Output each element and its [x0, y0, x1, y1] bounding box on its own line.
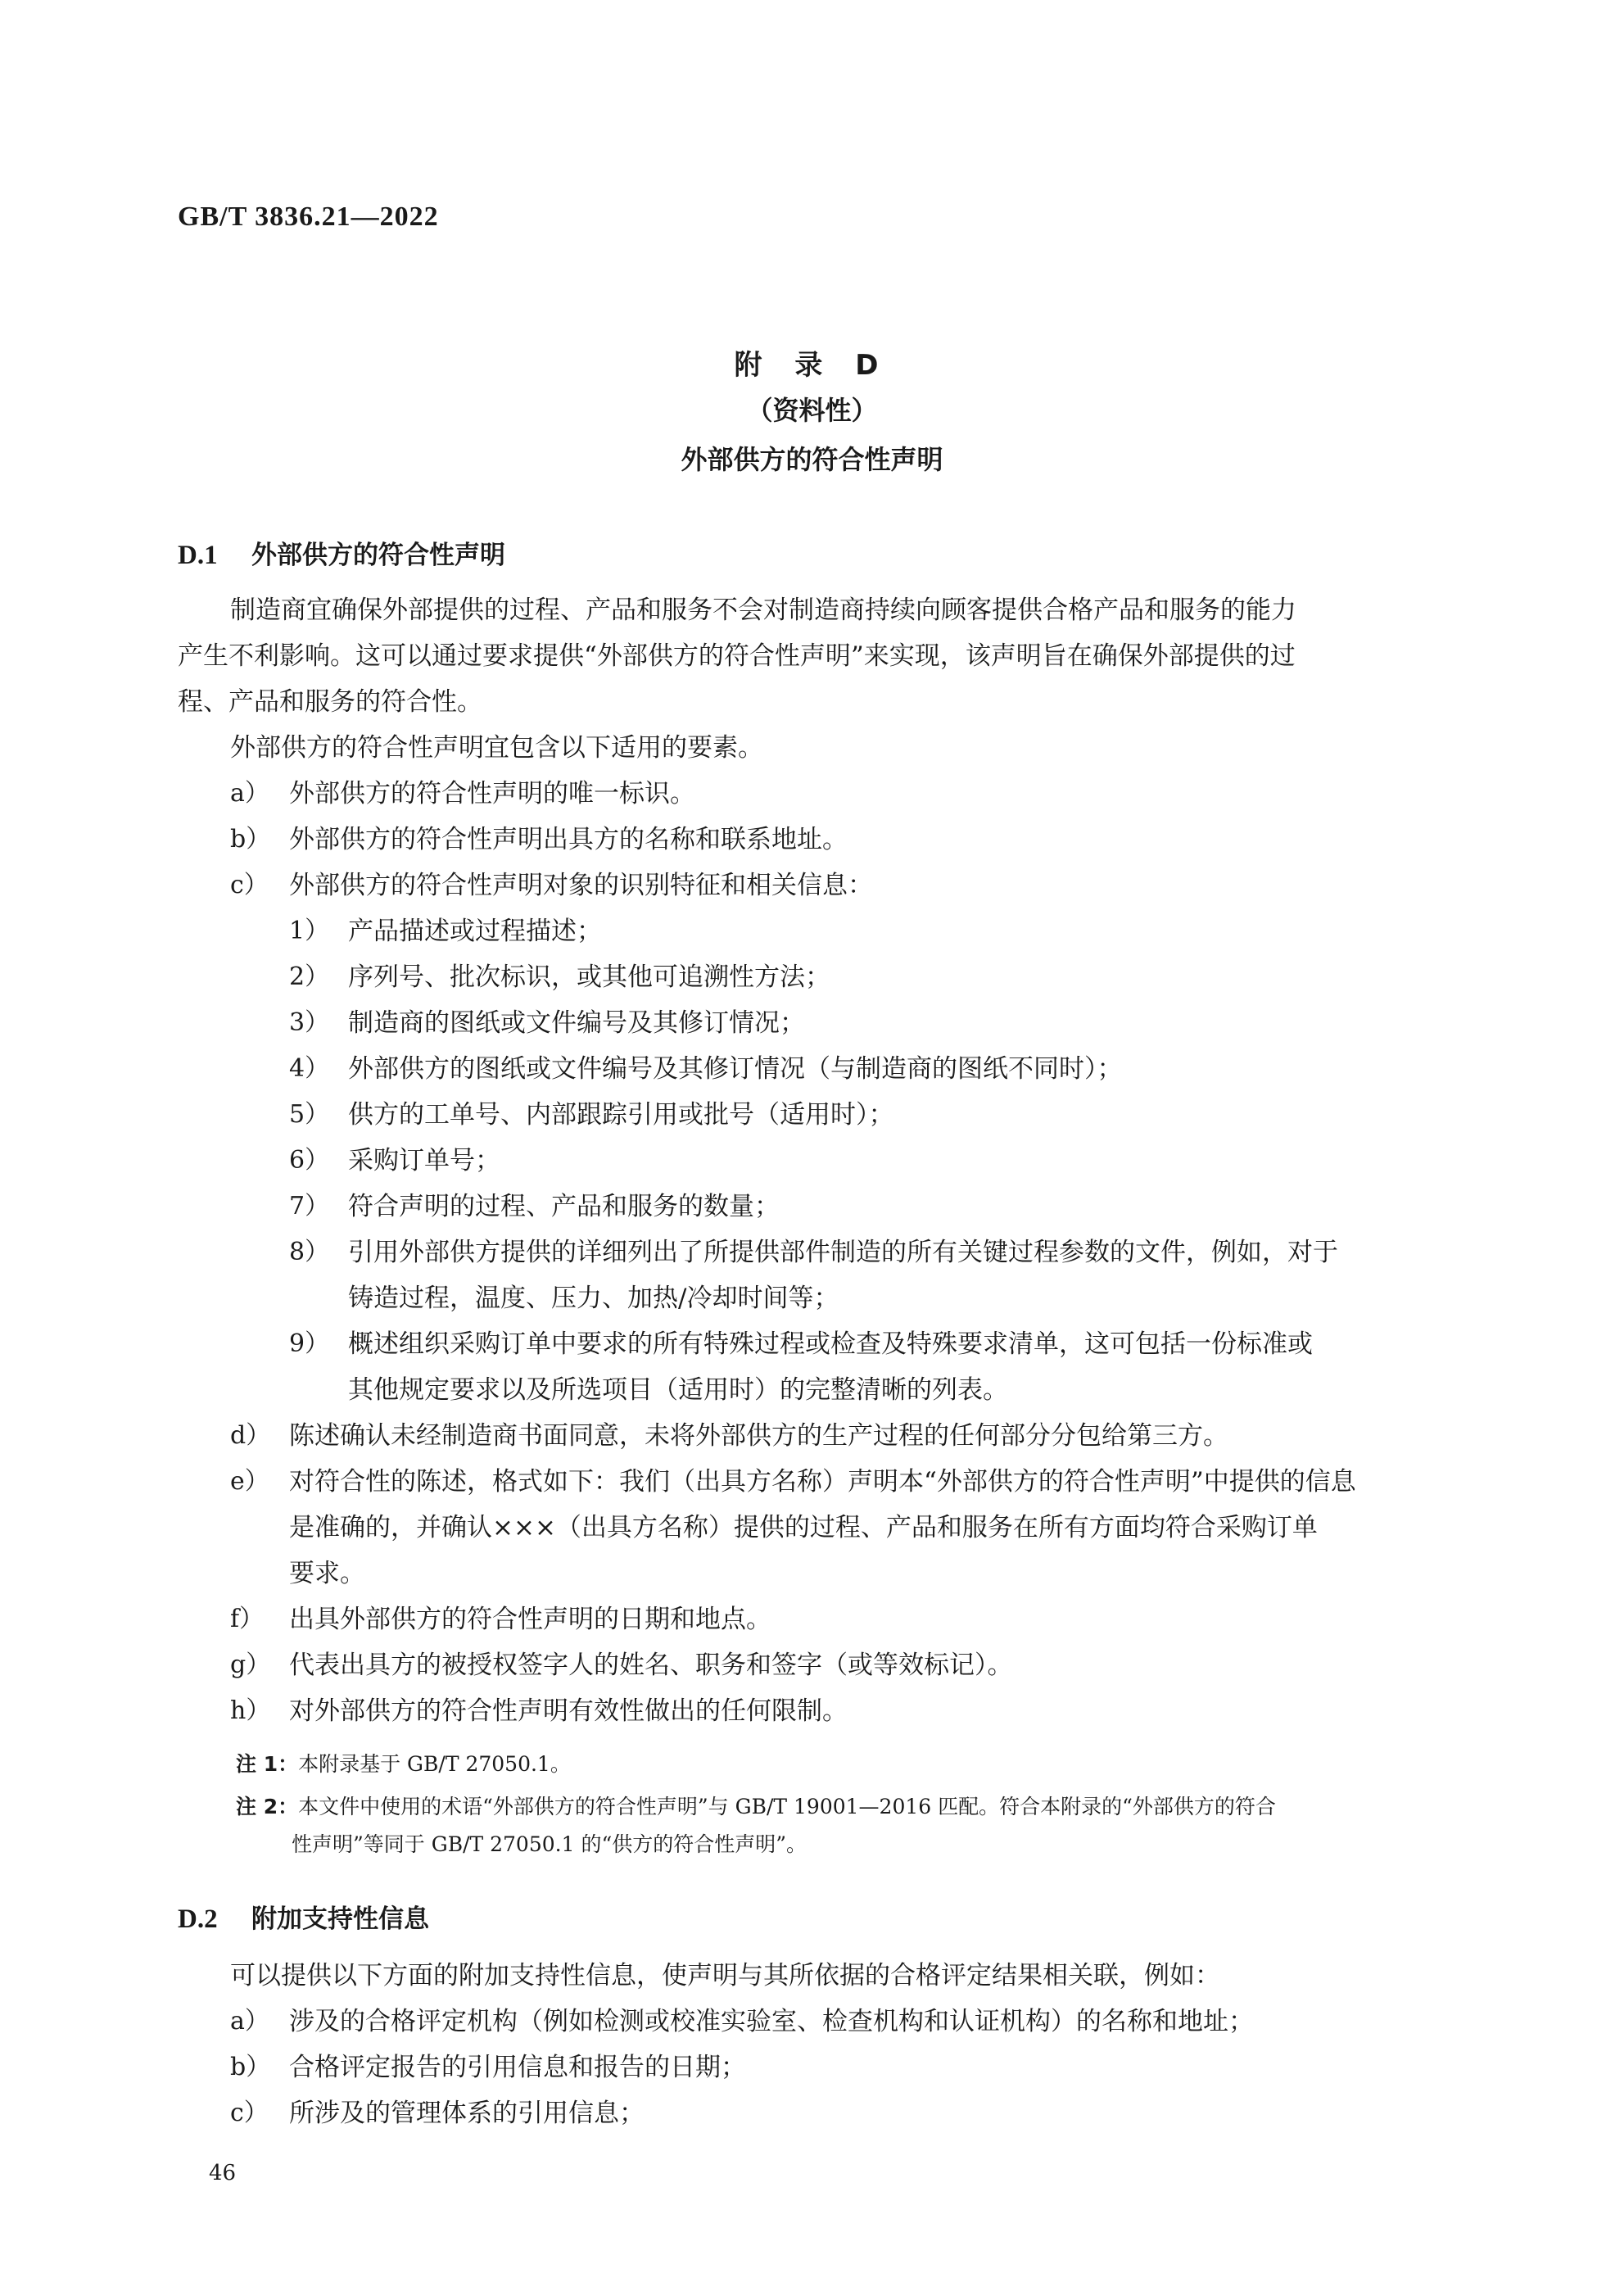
section-heading-d2: [178, 1898, 429, 1935]
note-2: [236, 1788, 1276, 1864]
note-label: 注 1：: [236, 1752, 299, 1776]
list-label: d）: [230, 1421, 271, 1450]
list-item-e: [230, 1459, 1356, 1596]
list-label: h）: [230, 1696, 271, 1725]
sub-list-item: [289, 1230, 1338, 1321]
note-text: 本文件中使用的术语“外部供方的符合性声明”与 GB/T 19001—2016 匹配。符合本附录的“外部供方的符合: [298, 1795, 1276, 1818]
text-line: 概述组织采购订单中要求的所有特殊过程或检查及特殊要求清单，这可包括一份标准或: [348, 1329, 1313, 1359]
list-label: g）: [230, 1651, 271, 1679]
list-text: 合格评定报告的引用信息和报告的日期；: [289, 2053, 746, 2082]
list-text: 外部供方的符合性声明的唯一标识。: [289, 779, 695, 808]
sub-list-label: 3）: [289, 1008, 330, 1037]
list-text: 外部供方的符合性声明出具方的名称和联系地址。: [289, 825, 848, 854]
list-text: 代表出具方的被授权签字人的姓名、职务和签字（或等效标记）。: [289, 1651, 1013, 1680]
text-line: 引用外部供方提供的详细列出了所提供部件制造的所有关键过程参数的文件，例如，对于: [348, 1238, 1338, 1267]
list-label: c）: [230, 871, 269, 899]
list-label: a）: [230, 779, 269, 808]
note-1: [236, 1746, 571, 1783]
sub-list-label: 7）: [289, 1192, 330, 1220]
note-label: 注 2：: [236, 1795, 299, 1818]
text-line: 符合声明的过程、产品和服务的数量；: [348, 1192, 780, 1221]
section-number: D.1: [178, 541, 218, 570]
sub-list-item: [289, 908, 1338, 954]
text-line: 是准确的，并确认×××（出具方名称）提供的过程、产品和服务在所有方面均符合采购订单: [289, 1513, 1318, 1542]
list-item-h: [230, 1688, 848, 1734]
sub-list-label: 4）: [289, 1054, 330, 1083]
note-text: 本附录基于 GB/T 27050.1。: [298, 1752, 571, 1776]
sub-list-label: 8）: [289, 1238, 330, 1266]
text-line: 外部供方的图纸或文件编号及其修订情况（与制造商的图纸不同时）；: [348, 1054, 1123, 1084]
text-line: 序列号、批次标识，或其他可追溯性方法；: [348, 962, 830, 992]
text-line: 要求。: [289, 1559, 365, 1588]
text-line: 铸造过程，温度、压力、加热/冷却时间等；: [348, 1284, 839, 1313]
section-heading-d1: [178, 534, 505, 571]
list-label: b）: [230, 2053, 271, 2081]
text-line: 制造商宜确保外部提供的过程、产品和服务不会对制造商持续向顾客提供合格产品和服务的能力: [230, 596, 1296, 625]
annex-title: 附 录 D: [734, 349, 890, 382]
list-label: c）: [230, 2099, 269, 2127]
annex-name: 外部供方的符合性声明: [681, 444, 943, 475]
document-code: GB/T 3836.21—2022: [178, 202, 439, 232]
sub-list-item: [289, 1000, 1338, 1046]
list-text: 陈述确认未经制造商书面同意，未将外部供方的生产过程的任何部分分包给第三方。: [289, 1421, 1228, 1451]
section-title: 附加支持性信息: [251, 1904, 429, 1934]
list-text: 涉及的合格评定机构（例如检测或校准实验室、检查机构和认证机构）的名称和地址；: [289, 2007, 1254, 2036]
sub-list-label: 9）: [289, 1329, 330, 1358]
sub-list-label: 5）: [289, 1100, 330, 1129]
list-item-c: [230, 863, 873, 908]
list-text: 对外部供方的符合性声明有效性做出的任何限制。: [289, 1696, 848, 1726]
list-item-f: [230, 1596, 771, 1642]
sub-list-label: 6）: [289, 1146, 330, 1175]
list-item-d: [230, 1413, 1228, 1459]
paragraph-intro: [178, 587, 1296, 725]
text-line: 采购订单号；: [348, 1146, 500, 1175]
sub-list-item: [289, 1184, 1338, 1230]
section-number: D.2: [178, 1904, 218, 1934]
sub-list-item: [289, 1321, 1338, 1413]
sub-list: [289, 908, 1338, 1413]
d2-list: [230, 1999, 1254, 2136]
list-item: [230, 1999, 1254, 2045]
sub-list-label: 2）: [289, 962, 330, 991]
text-line: 制造商的图纸或文件编号及其修订情况；: [348, 1008, 805, 1038]
text-line: 供方的工单号、内部跟踪引用或批号（适用时）；: [348, 1100, 894, 1130]
list-text: 外部供方的符合性声明对象的识别特征和相关信息：: [289, 871, 873, 900]
sub-list-item: [289, 1092, 1338, 1138]
list-text: 所涉及的管理体系的引用信息；: [289, 2099, 645, 2128]
list-item: [230, 2090, 1254, 2136]
list-label: b）: [230, 825, 271, 854]
sub-list-item: [289, 1138, 1338, 1184]
section-title: 外部供方的符合性声明: [251, 541, 505, 570]
list-item-b: [230, 817, 848, 863]
text-line: 对符合性的陈述，格式如下：我们（出具方名称）声明本“外部供方的符合性声明”中提供的信息: [289, 1467, 1356, 1497]
page-number: 46: [209, 2161, 237, 2185]
paragraph-elements: 外部供方的符合性声明宜包含以下适用的要素。: [230, 733, 763, 763]
sub-list-item: [289, 954, 1338, 1000]
list-item: [230, 2045, 1254, 2090]
list-text: 出具外部供方的符合性声明的日期和地点。: [289, 1605, 771, 1634]
paragraph-d2-intro: 可以提供以下方面的附加支持性信息，使声明与其所依据的合格评定结果相关联，例如：: [230, 1961, 1220, 1990]
list-label: a）: [230, 2007, 269, 2036]
text-line: 产品描述或过程描述；: [348, 917, 602, 946]
text-line: 其他规定要求以及所选项目（适用时）的完整清晰的列表。: [348, 1375, 1008, 1405]
text-line: 产生不利影响。这可以通过要求提供“外部供方的符合性声明”来实现，该声明旨在确保外部提供的过: [178, 641, 1296, 671]
list-label: e）: [230, 1467, 269, 1496]
list-label: f）: [230, 1605, 265, 1633]
note-text: 性声明”等同于 GB/T 27050.1 的“供方的符合性声明”。: [292, 1832, 807, 1856]
list-item-g: [230, 1642, 1013, 1688]
list-item-a: [230, 771, 695, 817]
annex-type: （资料性）: [746, 395, 878, 426]
text-line: 程、产品和服务的符合性。: [178, 687, 482, 717]
sub-list-label: 1）: [289, 917, 330, 945]
sub-list-item: [289, 1046, 1338, 1092]
